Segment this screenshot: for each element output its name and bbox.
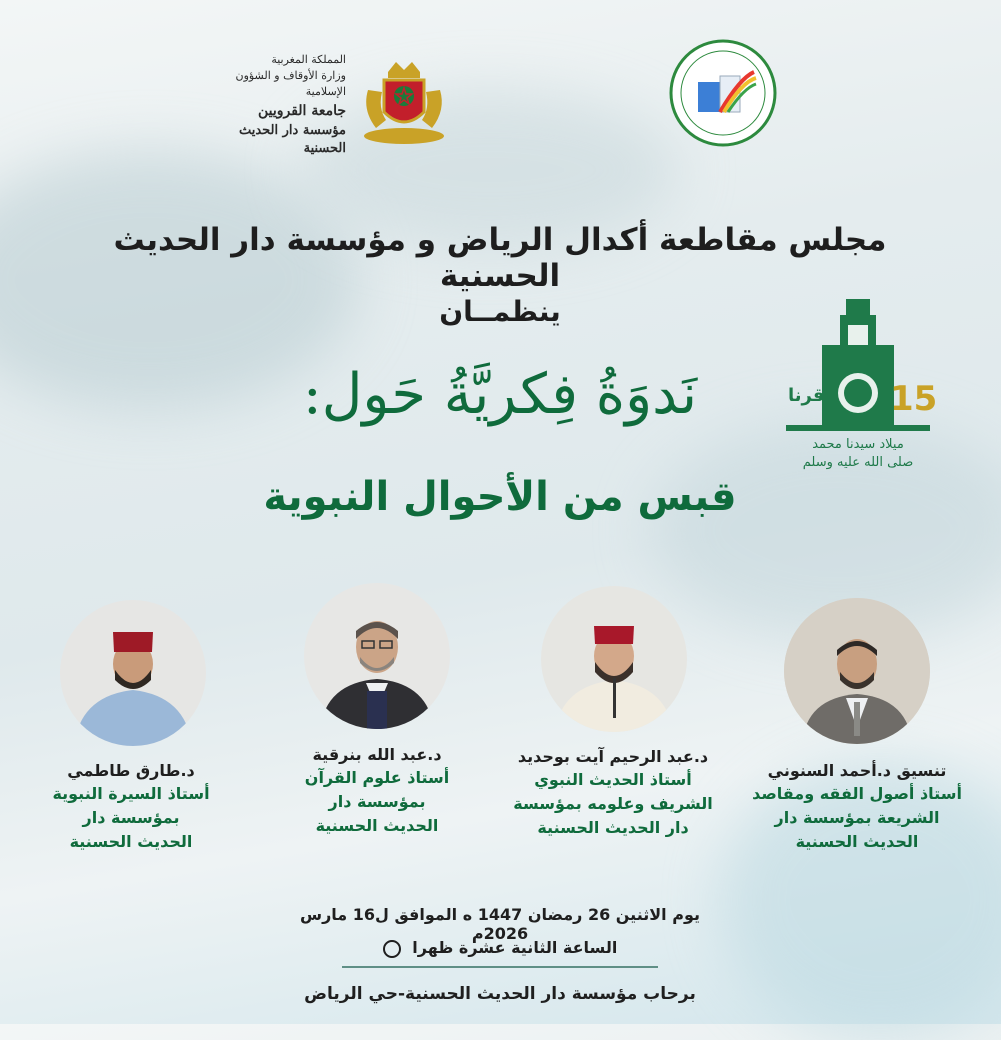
speaker-photo xyxy=(784,598,930,744)
university-label: جامعة القرويين xyxy=(257,103,346,119)
speaker-role-line: الحديث الحسنية xyxy=(69,832,193,851)
speaker-role-line: الحديث الحسنية xyxy=(795,832,919,851)
divider xyxy=(342,966,658,968)
event-time: الساعة الثانية عشرة ظهرا xyxy=(412,938,618,957)
speaker-photo xyxy=(541,586,687,732)
kingdom-label: المملكة المغربية xyxy=(271,53,346,66)
speaker-role-line: دار الحديث الحسنية xyxy=(537,818,689,837)
event-time-row xyxy=(300,938,700,958)
organizers-heading: مجلس مقاطعة أكدال الرياض و مؤسسة دار الحديث الحسنية xyxy=(113,222,887,294)
organize-verb: ينظمــان xyxy=(439,295,561,328)
speaker-name: تنسيق د.أحمد السنوني xyxy=(767,761,947,780)
speaker-role-line: أستاذ علوم القرآن xyxy=(304,768,450,787)
speaker-role-line: الشريف وعلومه بمؤسسة xyxy=(513,794,713,813)
speaker-name: د.عبد الرحيم آيت بوحديد xyxy=(517,747,709,766)
anniversary-logo xyxy=(778,295,938,480)
speaker-photo xyxy=(60,600,206,746)
anniversary-caption-2: صلى الله عليه وسلم xyxy=(802,455,914,470)
ministry-label: وزارة الأوقاف و الشؤون الإسلامية xyxy=(235,69,346,98)
speaker-role-line: بمؤسسة دار xyxy=(82,808,180,827)
clock-icon xyxy=(383,940,401,958)
speaker-card xyxy=(508,746,718,840)
anniversary-century: قرنا xyxy=(788,385,825,406)
speaker-role-line: أستاذ أصول الفقه ومقاصد xyxy=(752,784,962,803)
anniversary-number: 15 xyxy=(890,379,938,419)
anniversary-caption-1: ميلاد سيدنا محمد xyxy=(812,437,904,452)
speaker-role-line: الشريعة بمؤسسة دار xyxy=(774,808,940,827)
event-venue: برحاب مؤسسة دار الحديث الحسنية-حي الرياض xyxy=(304,984,696,1004)
event-date: يوم الاثنين 26 رمضان 1447 ه الموافق ل16 مارس 2026م xyxy=(300,905,700,943)
speaker-photo xyxy=(304,583,450,729)
event-topic-heading: قبس من الأحوال النبوية xyxy=(263,474,737,520)
council-logo-icon xyxy=(668,38,778,148)
speaker-role-line: الحديث الحسنية xyxy=(315,816,439,835)
speaker-role-line: أستاذ الحديث النبوي xyxy=(534,770,692,789)
speaker-card xyxy=(272,744,482,838)
event-type-heading: نَدوَةُ فِكريَّةُ حَول: xyxy=(302,362,698,427)
speaker-role-line: بمؤسسة دار xyxy=(328,792,426,811)
speaker-card xyxy=(26,760,236,854)
speaker-name: د.طارق طاطمي xyxy=(67,761,195,780)
speaker-role-line: أستاذ السيرة النبوية xyxy=(52,784,210,803)
speaker-card xyxy=(752,760,962,854)
government-header xyxy=(196,52,346,158)
institution-label: مؤسسة دار الحديث الحسنية xyxy=(238,123,346,156)
speaker-name: د.عبد الله بنرقية xyxy=(312,745,442,764)
coat-of-arms-icon xyxy=(358,50,450,146)
